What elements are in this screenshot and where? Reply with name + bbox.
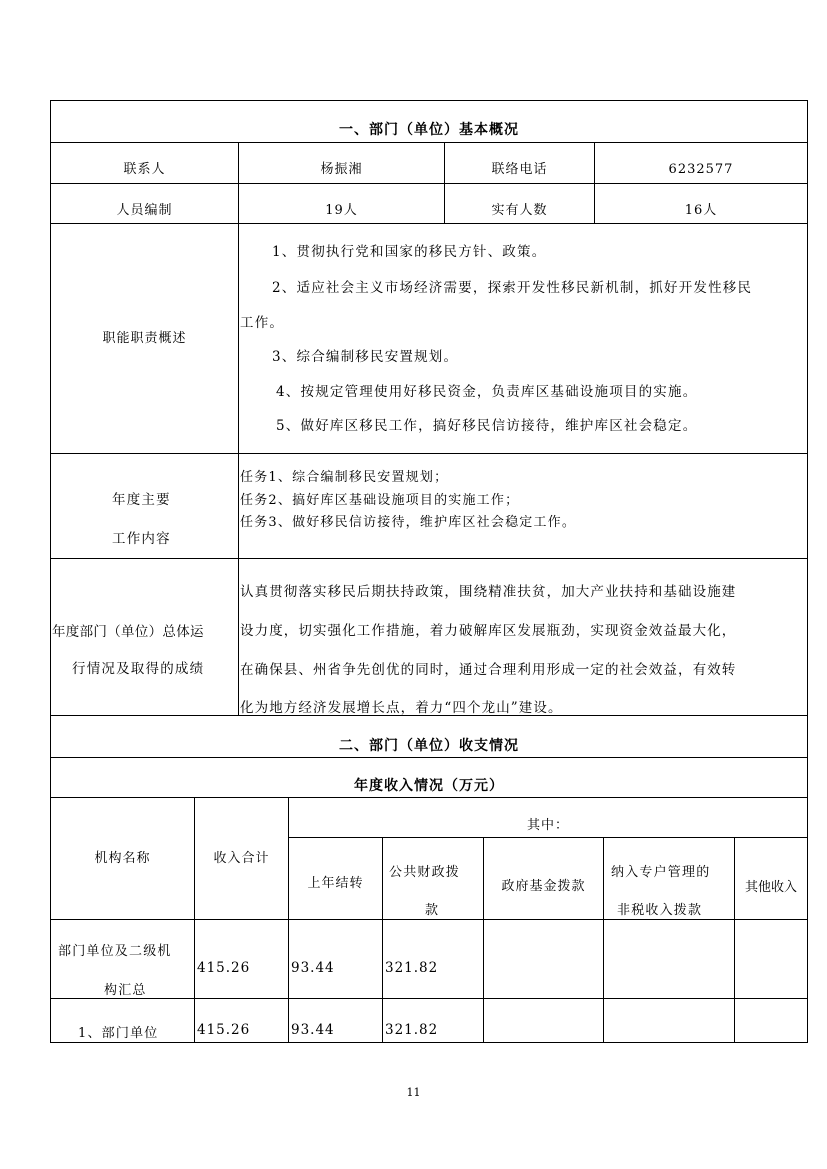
- col-header-carryover: 上年结转: [288, 837, 383, 920]
- performance-label: 年度部门（单位）总体运: [52, 624, 204, 640]
- col-header-fiscal-line: 公共财政拨: [389, 865, 461, 880]
- col-header-nontax-line: 纳入专户管理的: [611, 865, 711, 880]
- performance-line: 认真贯彻落实移民后期扶持政策，围绕精准扶贫，加大产业扶持和基础设施建: [240, 584, 737, 600]
- row-gov-fund: [483, 998, 604, 1043]
- col-header-among: 其中：: [288, 797, 808, 838]
- tasks-label: 工作内容: [112, 531, 171, 547]
- row-nontax: [603, 919, 735, 999]
- row-name-line: 1、部门单位: [78, 1026, 159, 1041]
- row-carryover: 93.44: [291, 1022, 335, 1038]
- staff-quota-value: 19人: [238, 183, 445, 224]
- row-fiscal: 321.82: [385, 1022, 439, 1038]
- contact-label: 联系人: [50, 142, 239, 184]
- row-name-line: 部门单位及二级机: [58, 944, 172, 959]
- task-item: 任务1、综合编制移民安置规划；: [240, 470, 449, 485]
- col-header-org-name: 机构名称: [50, 797, 195, 920]
- duty-item: 2、适应社会主义市场经济需要，探索开发性移民新机制，抓好开发性移民: [272, 280, 753, 296]
- row-total-cell: [194, 919, 289, 999]
- duty-item: 5、做好库区移民工作，搞好移民信访接待，维护库区社会稳定。: [276, 418, 698, 434]
- section1-title: 一、部门（单位）基本概况: [50, 100, 808, 143]
- contact-name: 杨振湘: [238, 142, 445, 184]
- section2-title: 二、部门（单位）收支情况: [50, 715, 808, 758]
- col-header-gov-fund: 政府基金拨款: [483, 837, 604, 920]
- row-fiscal-cell: [382, 919, 484, 999]
- page-number: 11: [406, 1086, 421, 1099]
- performance-line: 在确保县、州省争先创优的同时，通过合理利用形成一定的社会效益，有效转: [240, 662, 737, 678]
- col-header-nontax-line: 非税收入拨款: [617, 903, 703, 918]
- actual-staff-label: 实有人数: [444, 183, 595, 224]
- task-item: 任务3、做好移民信访接待，维护库区社会稳定工作。: [240, 515, 577, 530]
- tasks-label: 年度主要: [112, 492, 171, 508]
- performance-line: 化为地方经济发展增长点，着力“四个龙山”建设。: [240, 700, 563, 716]
- performance-label: 行情况及取得的成绩: [72, 661, 205, 677]
- row-total: 415.26: [197, 960, 251, 976]
- task-item: 任务2、搞好库区基础设施项目的实施工作；: [240, 493, 520, 508]
- row-carryover: 93.44: [291, 960, 335, 976]
- duty-item: 4、按规定管理使用好移民资金，负责库区基础设施项目的实施。: [276, 384, 698, 400]
- row-carryover-cell: [288, 919, 383, 999]
- duty-item: 1、贯彻执行党和国家的移民方针、政策。: [272, 244, 547, 260]
- staff-quota-label: 人员编制: [50, 183, 239, 224]
- row-name-line: 构汇总: [104, 983, 147, 998]
- row-nontax: [603, 998, 735, 1043]
- row-other: [734, 998, 808, 1043]
- row-other: [734, 919, 808, 999]
- duties-label: 职能职责概述: [50, 223, 239, 454]
- row-total: 415.26: [197, 1022, 251, 1038]
- col-header-fiscal-line: 款: [425, 903, 440, 918]
- col-header-other: 其他收入: [734, 837, 808, 920]
- performance-line: 设力度，切实强化工作措施，着力破解库区发展瓶劲，实现资金效益最大化，: [240, 623, 737, 639]
- duty-item: 工作。: [240, 315, 285, 331]
- phone-value: 6232577: [594, 142, 808, 184]
- income-title: 年度收入情况（万元）: [50, 757, 808, 798]
- row-fiscal: 321.82: [385, 960, 439, 976]
- col-header-total: 收入合计: [194, 797, 289, 920]
- row-gov-fund: [483, 919, 604, 999]
- phone-label: 联络电话: [444, 142, 595, 184]
- duty-item: 3、综合编制移民安置规划。: [272, 349, 459, 365]
- actual-staff-value: 16人: [594, 183, 808, 224]
